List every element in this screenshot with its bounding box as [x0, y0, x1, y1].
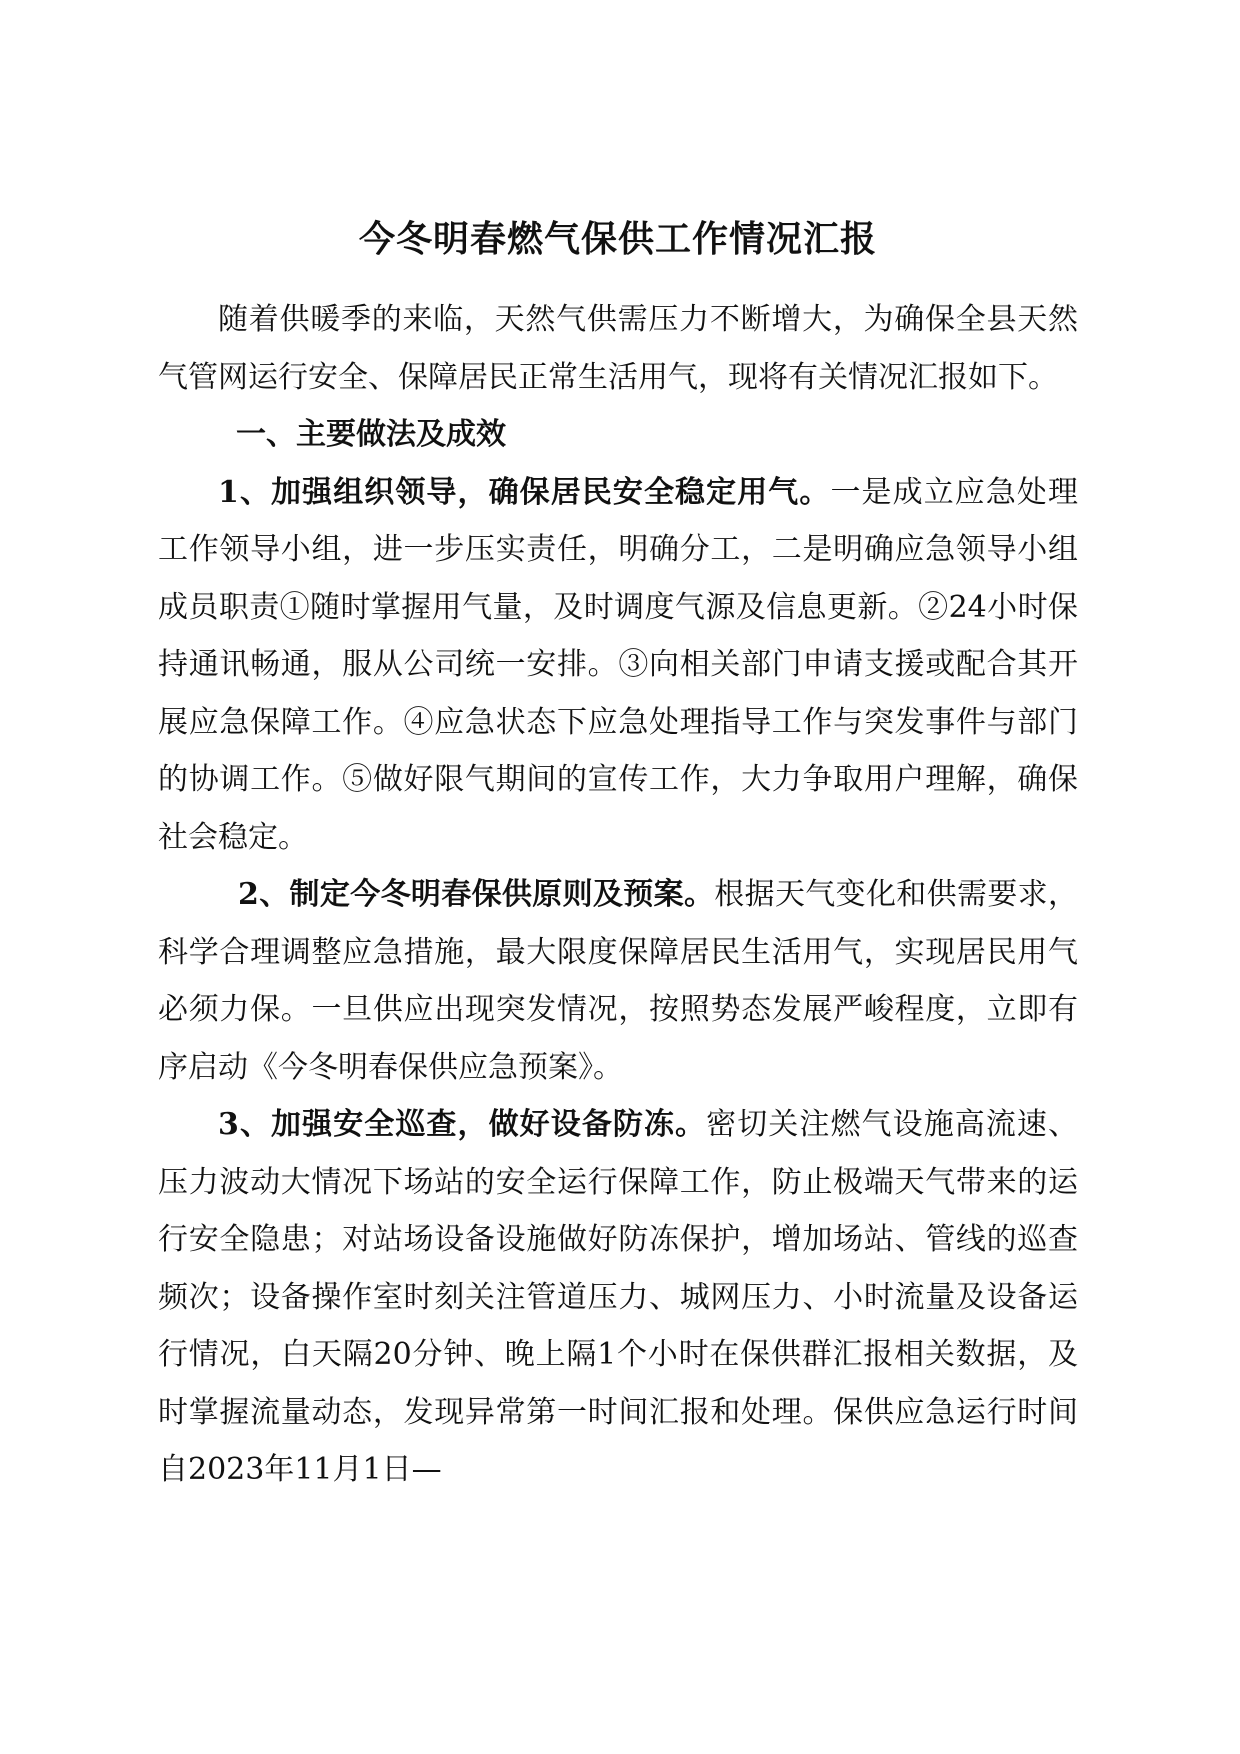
- item-1-body: 一是成立应急处理工作领导小组，进一步压实责任，明确分工，二是明确应急领导小组成员职责①随时掌握用气量，及时调度气源及信息更新。②24小时保持通讯畅通，服从公司统一安排。③向相关部门申请支援或配合其开展应急保障工作。④应急状态下应急处理指导工作与突发事件与部门的协调工作。⑤做好限气期间的宣传工作，大力争取用户理解，确保社会稳定。: [158, 474, 1079, 855]
- item-1-lead: 1、加强组织领导，确保居民安全稳定用气。: [218, 474, 831, 510]
- item-3-body: 密切关注燃气设施高流速、压力波动大情况下场站的安全运行保障工作，防止极端天气带来的运行安全隐患；对站场设备设施做好防冻保护，增加场站、管线的巡查频次；设备操作室时刻关注管道压力、城网压力、小时流量及设备运行情况，白天隔20分钟、晚上隔1个小时在保供群汇报相关数据，及时掌握流量动态，发现异常第一时间汇报和处理。保供应急运行时间自2023年11月1日—: [158, 1107, 1079, 1487]
- document-title: 今冬明春燃气保供工作情况汇报: [358, 218, 877, 260]
- item-2-paragraph: [158, 866, 1078, 1096]
- section-heading: 一、主要做法及成效: [236, 417, 506, 452]
- item-2-body: 根据天气变化和供需要求，科学合理调整应急措施，最大限度保障居民生活用气，实现居民用气必须力保。一旦供应出现突发情况，按照势态发展严峻程度，立即有序启动《今冬明春保供应急预案》。: [158, 877, 1078, 1085]
- item-2-lead: 2、制定今冬明春保供原则及预案。: [238, 877, 715, 912]
- document-page: [158, 205, 1078, 1499]
- item-3-lead: 3、加强安全巡查，做好设备防冻。: [218, 1107, 707, 1142]
- item-3-paragraph: [158, 1096, 1078, 1499]
- intro-paragraph: 随着供暖季的来临，天然气供需压力不断增大，为确保全县天然气管网运行安全、保障居民正常生活用气，现将有关情况汇报如下。: [158, 302, 1078, 395]
- item-1-paragraph: [158, 464, 1078, 867]
